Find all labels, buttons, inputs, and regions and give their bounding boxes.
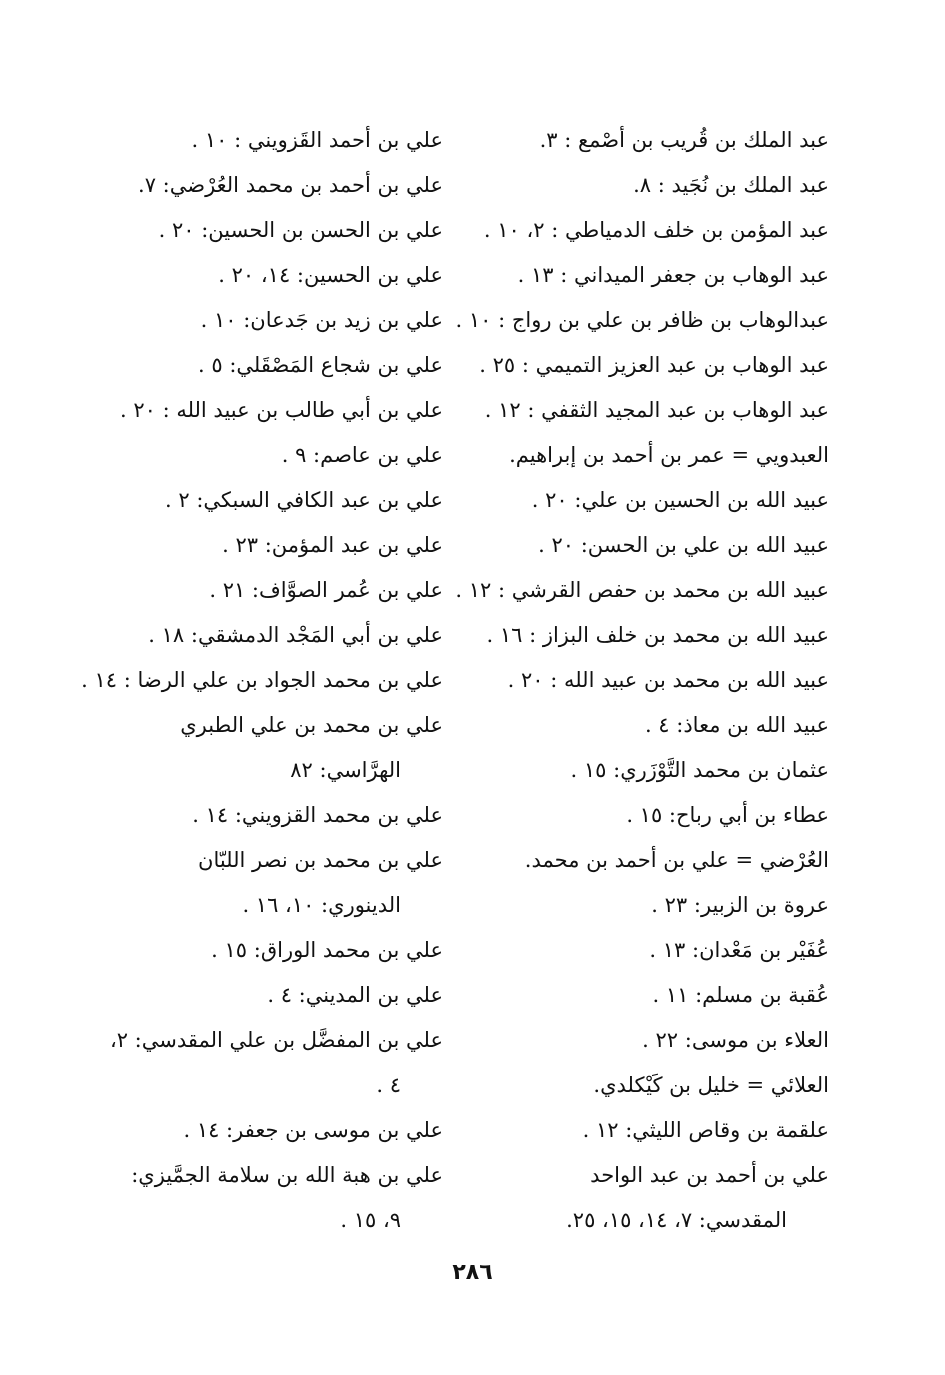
- index-entry: عبد الوهاب بن عبد العزيز التميمي : ٢٥ .: [479, 353, 829, 377]
- index-entry: العلاء بن موسى: ٢٢ .: [642, 1028, 829, 1052]
- index-entry: علي بن شجاع المَصْقَلي: ٥ .: [198, 353, 443, 377]
- index-entry: عُقبة بن مسلم: ١١ .: [652, 983, 829, 1007]
- index-entry: علي بن زيد بن جَدعان: ١٠ .: [200, 308, 443, 332]
- index-entry: علي بن الحسن بن الحسين: ٢٠ .: [158, 218, 443, 242]
- index-entry: علي بن أحمد بن محمد العُرْضي: ٧.: [138, 173, 443, 197]
- index-entry: علي بن موسى بن جعفر: ١٤ .: [183, 1118, 443, 1142]
- index-entry: علقمة بن وقاص الليثي: ١٢ .: [582, 1118, 829, 1142]
- index-entry: العبدويي = عمر بن أحمد بن إبراهيم.: [509, 443, 829, 467]
- index-entry: عثمان بن محمد التَّوْزَري: ١٥ .: [570, 758, 829, 782]
- index-entry: عُفَيْر بن مَعْدان: ١٣ .: [649, 938, 829, 962]
- index-entry: عروة بن الزبير: ٢٣ .: [651, 893, 829, 917]
- index-entry: عبد الملك بن نُجَيد : ٨.: [633, 173, 829, 197]
- index-entry: علي بن الحسين: ١٤، ٢٠ .: [218, 263, 443, 287]
- index-entry: عبيد الله بن محمد بن عبيد الله : ٢٠ .: [507, 668, 829, 692]
- index-entry: علي بن عاصم: ٩ .: [281, 443, 443, 467]
- index-entry: العلائي = خليل بن كَيْكلدي.: [593, 1073, 829, 1097]
- index-entry: عبيد الله بن علي بن الحسن: ٢٠ .: [538, 533, 829, 557]
- index-entry: علي بن أحمد القَزويني : ١٠ .: [191, 128, 443, 152]
- index-entry-continuation: ٩، ١٥ .: [340, 1208, 401, 1232]
- index-entry-name: علي بن المفضَّل بن علي المقدسي: ٢،: [109, 1028, 443, 1052]
- index-entry-name: علي بن هبة الله بن سلامة الجمَّيزي:: [131, 1163, 443, 1187]
- index-entry: عبدالوهاب بن ظافر بن علي بن رواج : ١٠ .: [455, 308, 829, 332]
- index-entry: عبد الملك بن قُريب بن أصْمع : ٣.: [539, 128, 829, 152]
- index-entry: علي بن عبد المؤمن: ٢٣ .: [222, 533, 443, 557]
- index-entry: علي بن محمد الجواد بن علي الرضا : ١٤ .: [81, 668, 443, 692]
- index-entry: علي بن أبي المَجْد الدمشقي: ١٨ .: [148, 623, 443, 647]
- index-entry-continuation: الدينوري: ١٠، ١٦ .: [242, 893, 401, 917]
- index-entry: علي بن عبد الكافي السبكي: ٢ .: [165, 488, 443, 512]
- index-entry-name: علي بن محمد بن نصر اللبّان: [198, 848, 443, 872]
- index-entry: عبيد الله بن معاذ: ٤ .: [644, 713, 829, 737]
- index-entry: عطاء بن أبي رباح: ١٥ .: [626, 803, 829, 827]
- index-column-left: [81, 118, 443, 1243]
- index-entry: عبد الوهاب بن عبد المجيد الثقفي : ١٢ .: [484, 398, 829, 422]
- index-entry: [98, 1153, 443, 1243]
- index-entry: [489, 1153, 829, 1243]
- index-entry: علي بن عُمر الصوَّاف: ٢١ .: [209, 578, 443, 602]
- index-entry-continuation: المقدسي: ٧، ١٤، ١٥، ٢٥.: [566, 1208, 787, 1232]
- index-entry: عبد الوهاب بن جعفر الميداني : ١٣ .: [517, 263, 829, 287]
- index-entry: علي بن محمد الوراق: ١٥ .: [211, 938, 443, 962]
- index-entry-continuation: ٤ .: [376, 1073, 401, 1097]
- index-entry: [98, 1018, 443, 1108]
- index-entry-name: علي بن أحمد بن عبد الواحد: [590, 1163, 829, 1187]
- index-entry: [98, 703, 443, 793]
- index-entry-continuation: الهرَّاسي: ٨٢: [290, 758, 401, 782]
- index-entry: العُرْضي = علي بن أحمد بن محمد.: [524, 848, 829, 872]
- index-column-right: [455, 118, 829, 1243]
- index-entry: عبيد الله بن محمد بن حفص القرشي : ١٢ .: [455, 578, 829, 602]
- index-entry: علي بن أبي طالب بن عبيد الله : ٢٠ .: [119, 398, 443, 422]
- index-entry: عبد المؤمن بن خلف الدمياطي : ٢، ١٠ .: [483, 218, 829, 242]
- index-entry: عبيد الله بن الحسين بن علي: ٢٠ .: [531, 488, 829, 512]
- index-entry: علي بن محمد القزويني: ١٤ .: [192, 803, 443, 827]
- index-entry-name: علي بن محمد بن علي الطبري: [180, 713, 443, 737]
- index-entry: عبيد الله بن محمد بن خلف البزاز : ١٦ .: [486, 623, 829, 647]
- page-number: ٢٨٦: [452, 1260, 493, 1285]
- index-entry: [98, 838, 443, 928]
- index-entry: علي بن المديني: ٤ .: [267, 983, 443, 1007]
